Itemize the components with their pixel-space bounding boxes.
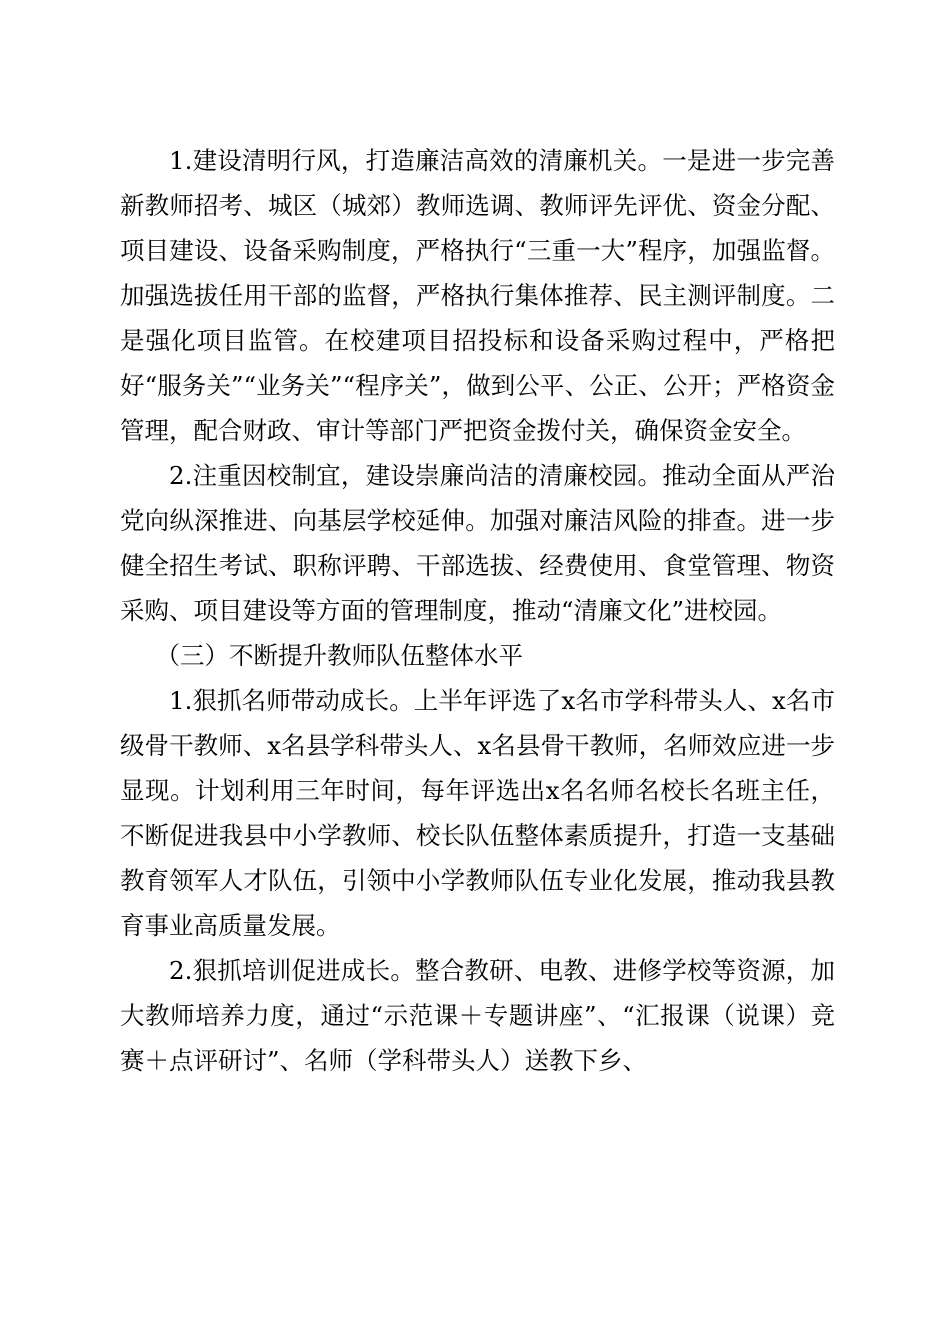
paragraph-clean-government-organs: 1.建设清明行风，打造廉洁高效的清廉机关。一是进一步完善新教师招考、城区（城郊）教师选调、教师评先评优、资金分配、项目建设、设备采购制度，严格执行“三重一大”程序，加强监督。加强选拔任用干部的监督，严格执行集体推荐、民主测评制度。二是强化项目监管。在校建项目招投标和设备采购过程中，严格把好“服务关”“业务关”“程序关”，做到公平、公正、公开；严格资金管理，配合财政、审计等部门严把资金拨付关，确保资金安全。 bbox=[120, 146, 835, 445]
paragraph-training: 2.狠抓培训促进成长。整合教研、电教、进修学校等资源，加大教师培养力度，通过“示范课＋专题讲座”、“汇报课（说课）竞赛＋点评研讨”、名师（学科带头人）送教下乡、 bbox=[120, 956, 835, 1075]
paragraph-famous-teachers: 1.狠抓名师带动成长。上半年评选了x名市学科带头人、x名市级骨干教师、x名县学科带头人、x名县骨干教师，名师效应进一步显现。计划利用三年时间，每年评选出x名名师名校长名班主任，不断促进我县中小学教师、校长队伍整体素质提升，打造一支基础教育领军人才队伍，引领中小学教师队伍专业化发展，推动我县教育事业高质量发展。 bbox=[120, 686, 835, 940]
paragraph-clean-campus: 2.注重因校制宜，建设崇廉尚洁的清廉校园。推动全面从严治党向纵深推进、向基层学校延伸。加强对廉洁风险的排查。进一步健全招生考试、职称评聘、干部选拔、经费使用、食堂管理、物资采购、项目建设等方面的管理制度，推动“清廉文化”进校园。 bbox=[120, 461, 835, 625]
document-body bbox=[120, 138, 835, 1083]
section-heading-teacher-quality: （三）不断提升教师队伍整体水平 bbox=[155, 641, 524, 670]
